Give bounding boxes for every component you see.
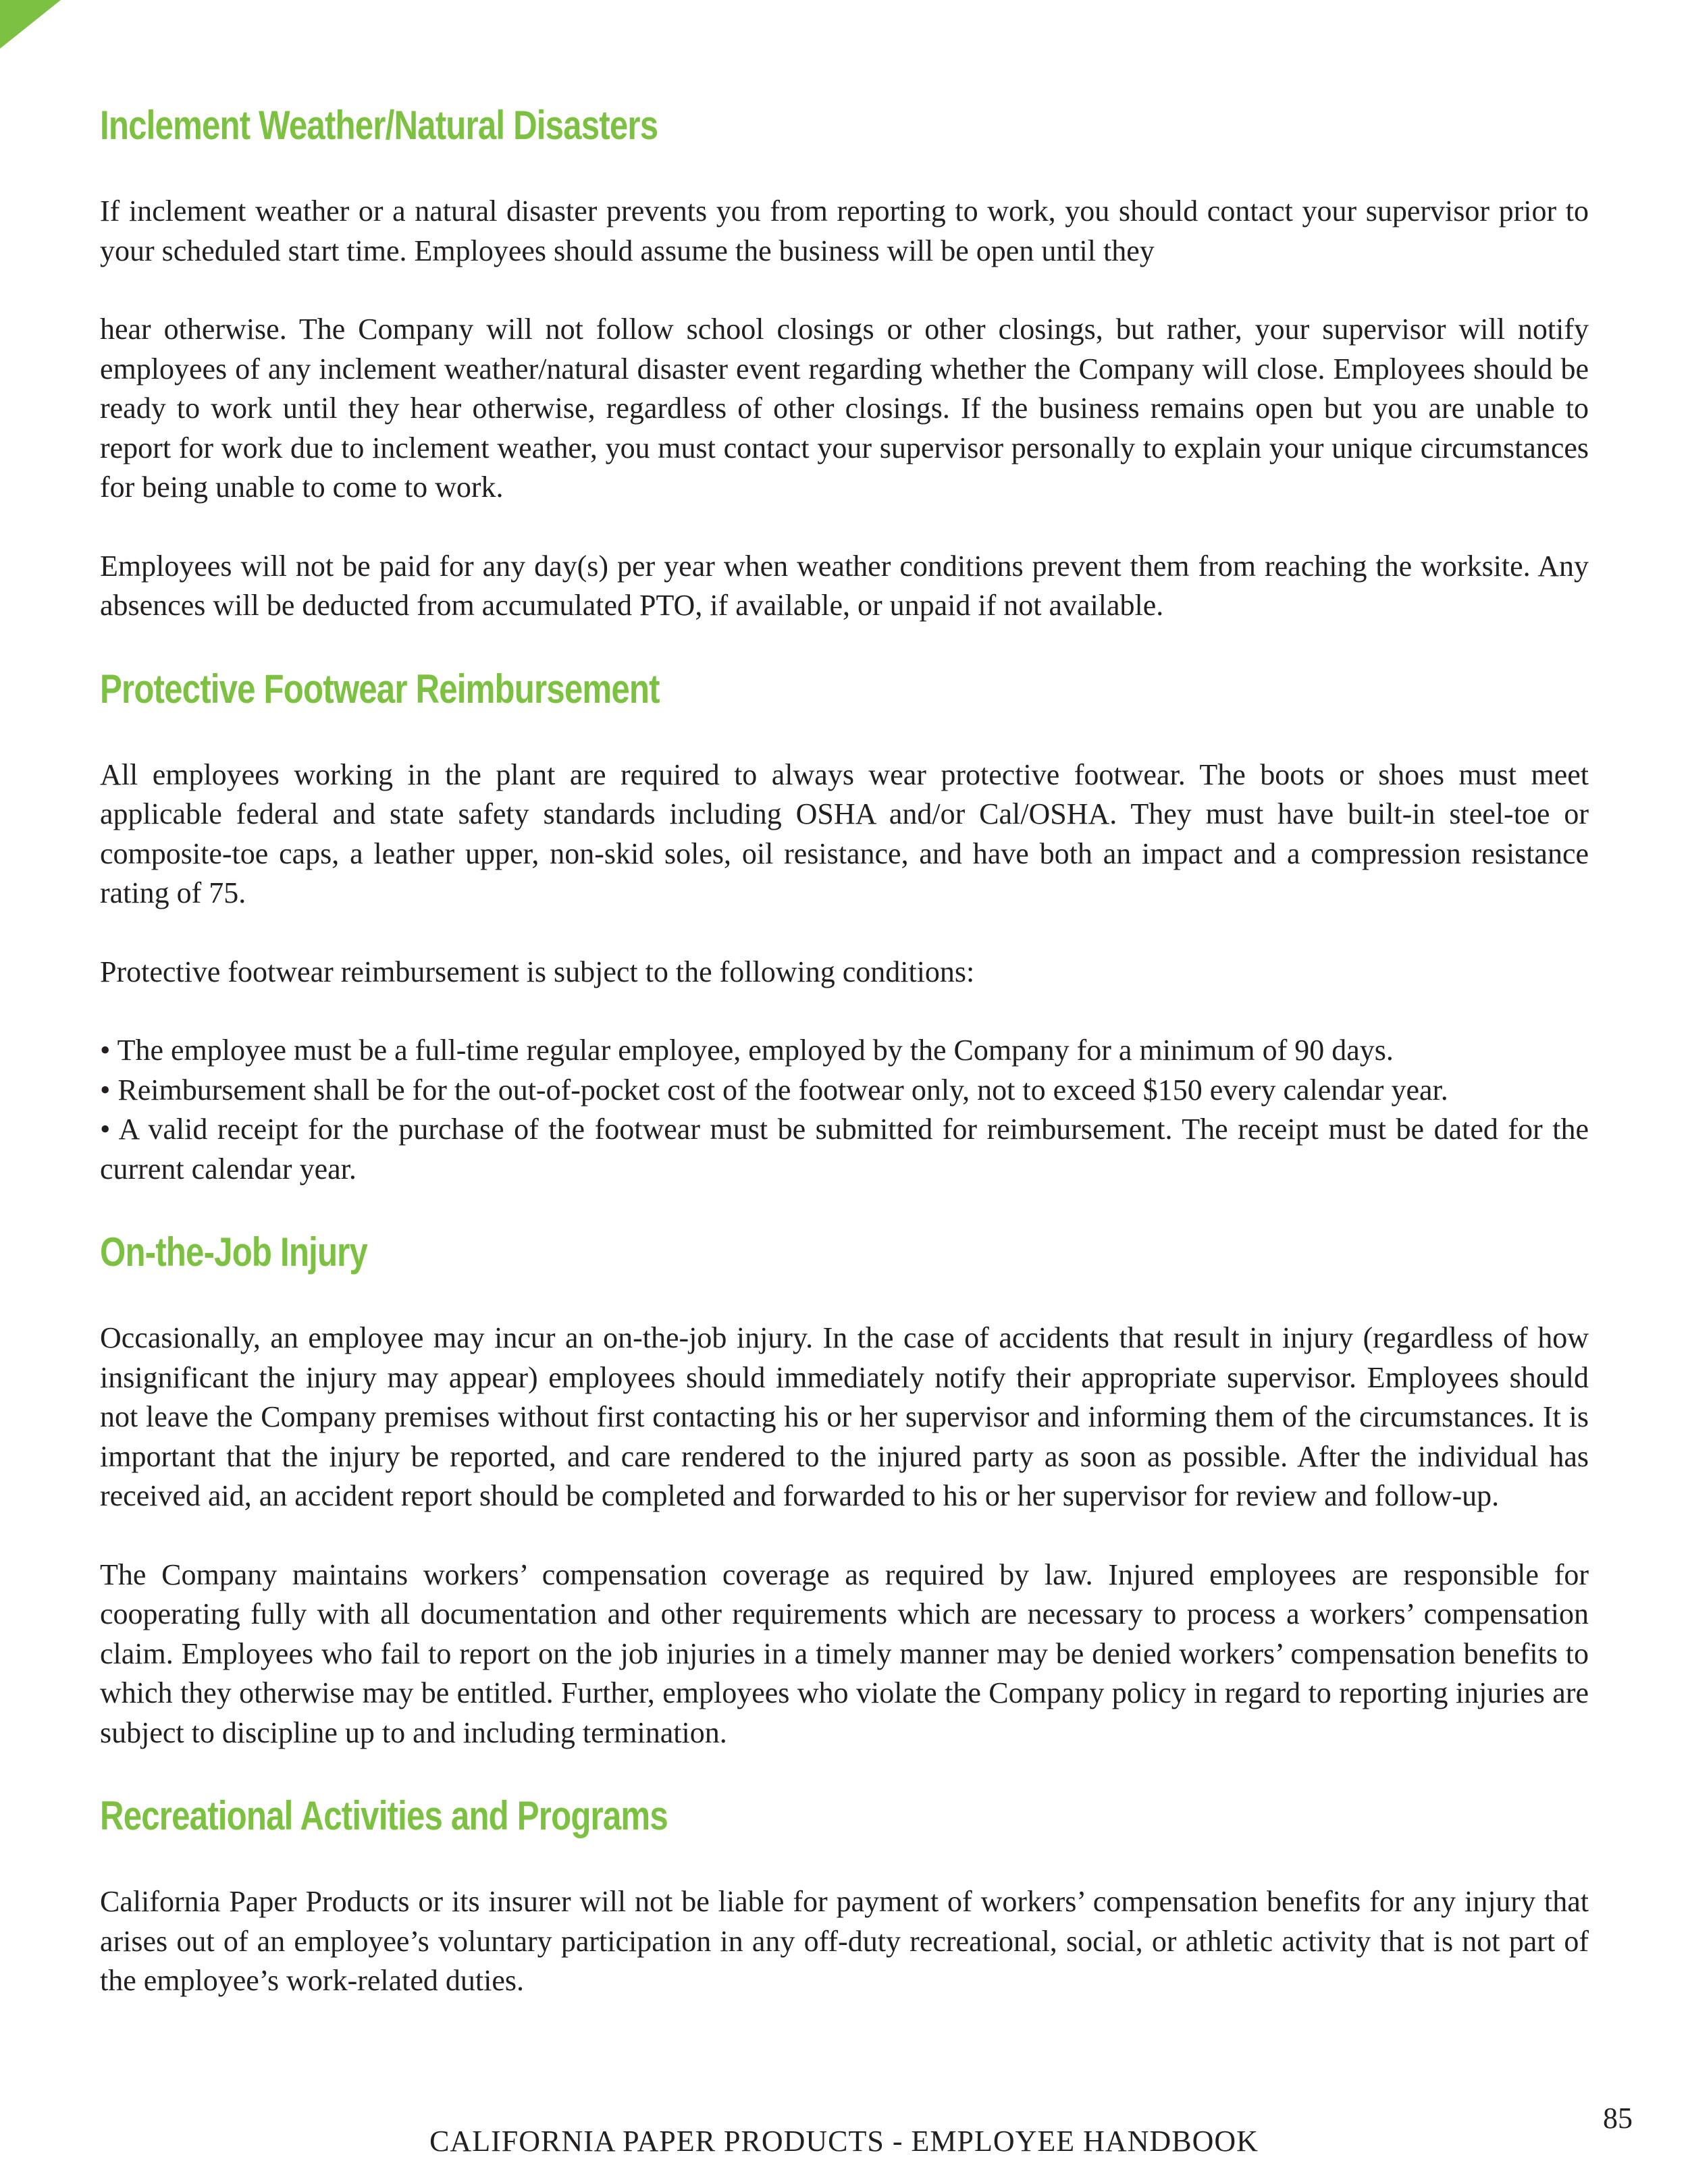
heading-recreational-activities: Recreational Activities and Programs	[100, 1793, 668, 1838]
page-number: 85	[1603, 2102, 1633, 2135]
handbook-page-content	[100, 101, 1589, 2001]
paragraph-inclement-3: Employees will not be paid for any day(s) per year when weather conditions prevent them from reaching the worksite. Any absences will be deducted from accumulated PTO, if available, or unpaid if not available.	[100, 549, 1589, 622]
bullet-item: • The employee must be a full-time regular employee, employed by the Company for a minimum of 90 days.	[100, 1034, 1394, 1067]
corner-accent-triangle	[0, 0, 61, 49]
paragraph-inclement-2: hear otherwise. The Company will not follow school closings or other closings, but rather, your supervisor will notify employees of any inclement weather/natural disaster event regarding whether the Company will close. Employees should be ready to work until they hear otherwise, regardless of other closings. If the business remains open but you are unable to report for work due to inclement weather, you must contact your supervisor personally to explain your unique circumstances for being unable to come to work.	[100, 313, 1589, 504]
paragraph-inclement-1: If inclement weather or a natural disaster prevents you from reporting to work, you should contact your supervisor prior to your scheduled start time. Employees should assume the business will be open until they	[100, 194, 1589, 267]
heading-inclement-weather: Inclement Weather/Natural Disasters	[100, 103, 658, 148]
paragraph-recreational-1: California Paper Products or its insurer will not be liable for payment of workers’ compensation benefits for any injury that arises out of an employee’s voluntary participation in any off-duty recreational, social, or athletic activity that is not part of the employee’s work-related duties.	[100, 1885, 1589, 1997]
paragraph-injury-2: The Company maintains workers’ compensation coverage as required by law. Injured employees are responsible for cooperating fully with all documentation and other requirements which are necessary to process a workers’ compensation claim. Employees who fail to report on the job injuries in a timely manner may be denied workers’ compensation benefits to which they otherwise may be entitled. Further, employees who violate the Company policy in regard to reporting injuries are subject to discipline up to and including termination.	[100, 1557, 1589, 1749]
paragraph-footwear-1: All employees working in the plant are required to always wear protective footwear. The boots or shoes must meet applicable federal and state safety standards including OSHA and/or Cal/OSHA. They must have built-in steel-toe or composite-toe caps, a leather upper, non-skid soles, oil resistance, and have both an impact and a compression resistance rating of 75.	[100, 757, 1589, 909]
paragraph-footwear-2: Protective footwear reimbursement is subject to the following conditions:	[100, 955, 975, 988]
bullet-item: • Reimbursement shall be for the out-of-pocket cost of the footwear only, not to exceed $150 every calendar year.	[100, 1073, 1448, 1107]
heading-on-the-job-injury: On-the-Job Injury	[100, 1229, 368, 1275]
heading-protective-footwear: Protective Footwear Reimbursement	[100, 666, 660, 712]
bullet-item: • A valid receipt for the purchase of the footwear must be submitted for reimbursement. The receipt must be dated for the current calendar year.	[100, 1113, 1589, 1186]
page-footer: CALIFORNIA PAPER PRODUCTS - EMPLOYEE HANDBOOK	[429, 2125, 1259, 2158]
paragraph-injury-1: Occasionally, an employee may incur an on-the-job injury. In the case of accidents that result in injury (regardless of how insignificant the injury may appear) employees should immediately notify their appropriate supervisor. Employees should not leave the Company premises without first contacting his or her supervisor and informing them of the circumstances. It is important that the injury be reported, and care rendered to the injured party as soon as possible. After the individual has received aid, an accident report should be completed and forwarded to his or her supervisor for review and follow-up.	[100, 1321, 1589, 1512]
